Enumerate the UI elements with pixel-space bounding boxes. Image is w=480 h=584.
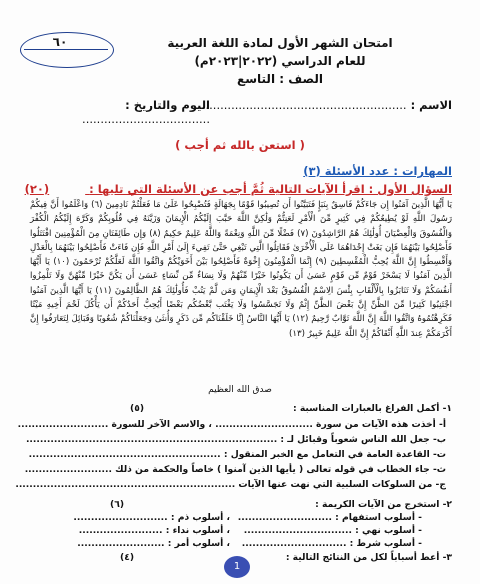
fill-item-a: أ- أخذت هذه الآيات من سورة ............................ ، والاسم الآخر للسورة .......................... — [17, 419, 446, 430]
extract-dispraise: ، أسلوب ذم : ........................... — [73, 512, 230, 523]
fill-item-b: ب- جعل الله الناس شعوباً وقبائل لـ : ........................................................................ — [25, 434, 446, 445]
exam-title: امتحان الشهر الأول لمادة اللغة العربية — [167, 36, 393, 50]
closing-phrase: صدق الله العظيم — [208, 385, 272, 395]
extract-question: - أسلوب استفهام : ........................... — [237, 512, 422, 523]
fill-item-d: ث- جاء الخطاب في قوله تعالى ( يأيها الذين آمنوا ) خاصاً والحكمة من ذلك ......................... — [24, 464, 446, 475]
name-label: الاسم : — [410, 98, 452, 112]
question-one-marks: (٢٠) — [24, 182, 50, 196]
instruction: ( استعن بالله ثم أجب ) — [175, 138, 305, 152]
name-dots: .......................................................... — [194, 98, 407, 112]
skills-heading: المهارات : عدد الأسئلة (٣) — [303, 164, 452, 178]
extract-condition: - أسلوب شرط : .............................. — [241, 538, 422, 549]
grade-level: الصف : التاسع — [237, 72, 323, 86]
question-one-heading — [25, 182, 452, 196]
fill-item-e: ج- من السلوكات السلبية التي نهت عنها الآيات ............................................................... — [15, 479, 446, 490]
date-dots: ................................... — [82, 112, 210, 126]
reasons-question-marks: (٤) — [120, 552, 135, 563]
name-field — [195, 98, 452, 112]
date-field — [0, 98, 210, 126]
extract-prohibition: - أسلوب نهي : ............................... — [243, 525, 422, 536]
extract-vocative: ، أسلوب نداء : ........................ — [78, 525, 230, 536]
page-number[interactable]: 1 — [224, 556, 250, 578]
fill-question-label: ١- أكمل الفراغ بالعبارات المناسبة : — [292, 403, 452, 414]
date-label: اليوم والتاريخ : — [125, 98, 210, 112]
question-one-label: السؤال الأول : اقرأ الآيات التالية ثُمَّ أجب عن الأسئلة التي تليها : — [89, 182, 452, 196]
grade-score: ٦٠ — [52, 35, 68, 49]
fill-item-c: ت- القاعدة العامة في التعامل مع الخبر المنقول : ....................................................... — [28, 449, 446, 460]
fill-question-marks: (٥) — [130, 403, 145, 414]
extract-question-label: ٢- استخرج من الآيات الكريمة : — [315, 499, 452, 510]
academic-year: للعام الدراسي (٢٠٢٢|٢٠٢٣م) — [194, 54, 366, 68]
quran-passage: يَا أَيُّهَا الَّذِينَ آمَنُوا إِن جَاءَكُمْ فَاسِقٌ بِنَبَإٍ فَتَبَيَّنُوا أَن تُصِيبُوا قَوْمًا بِجَهَالَةٍ فَتُصْبِحُوا عَلَىٰ مَا فَعَلْتُمْ نَادِمِينَ (٦) وَاعْلَمُوا أَنَّ فِيكُمْ رَسُولَ اللَّهِ لَوْ يُطِيعُكُمْ فِي كَثِيرٍ مِّنَ الْأَمْرِ لَعَنِتُّمْ وَلَٰكِنَّ اللَّهَ حَبَّبَ إِلَيْكُمُ الْإِيمَانَ وَزَيَّنَهُ فِي قُلُوبِكُمْ وَكَرَّهَ إِلَيْكُمُ الْكُفْرَ وَالْفُسُوقَ وَالْعِصْيَانَ أُولَٰئِكَ هُمُ الرَّاشِدُونَ (٧) فَضْلًا مِّنَ اللَّهِ وَنِعْمَةً وَاللَّهُ عَلِيمٌ حَكِيمٌ (٨) وَإِن طَائِفَتَانِ مِنَ الْمُؤْمِنِينَ اقْتَتَلُوا فَأَصْلِحُوا بَيْنَهُمَا فَإِن بَغَتْ إِحْدَاهُمَا عَلَى الْأُخْرَىٰ فَقَاتِلُوا الَّتِي تَبْغِي حَتَّىٰ تَفِيءَ إِلَىٰ أَمْرِ اللَّهِ فَإِن فَاءَتْ فَأَصْلِحُوا بَيْنَهُمَا بِالْعَدْلِ وَأَقْسِطُوا إِنَّ اللَّهَ يُحِبُّ الْمُقْسِطِينَ (٩) إِنَّمَا الْمُؤْمِنُونَ إِخْوَةٌ فَأَصْلِحُوا بَيْنَ أَخَوَيْكُمْ وَاتَّقُوا اللَّهَ لَعَلَّكُمْ تُرْحَمُونَ (١٠) يَا أَيُّهَا الَّذِينَ آمَنُوا لَا يَسْخَرْ قَوْمٌ مِّن قَوْمٍ عَسَىٰ أَن يَكُونُوا خَيْرًا مِّنْهُمْ وَلَا نِسَاءٌ مِّن نِّسَاءٍ عَسَىٰ أَن يَكُنَّ خَيْرًا مِّنْهُنَّ وَلَا تَلْمِزُوا أَنفُسَكُمْ وَلَا تَنَابَزُوا بِالْأَلْقَابِ بِئْسَ الِاسْمُ الْفُسُوقُ بَعْدَ الْإِيمَانِ وَمَن لَّمْ يَتُبْ فَأُولَٰئِكَ هُمُ الظَّالِمُونَ (١١) يَا أَيُّهَا الَّذِينَ آمَنُوا اجْتَنِبُوا كَثِيرًا مِّنَ الظَّنِّ إِنَّ بَعْضَ الظَّنِّ إِثْمٌ وَلَا تَجَسَّسُوا وَلَا يَغْتَب بَّعْضُكُم بَعْضًا أَيُحِبُّ أَحَدُكُمْ أَن يَأْكُلَ لَحْمَ أَخِيهِ مَيْتًا فَكَرِهْتُمُوهُ وَاتَّقُوا اللَّهَ إِنَّ اللَّهَ تَوَّابٌ رَّحِيمٌ (١٢) يَا أَيُّهَا النَّاسُ إِنَّا خَلَقْنَاكُم مِّن ذَكَرٍ وَأُنثَىٰ وَجَعَلْنَاكُمْ شُعُوبًا وَقَبَائِلَ لِتَعَارَفُوا إِنَّ أَكْرَمَكُمْ عِندَ اللَّهِ أَتْقَاكُمْ إِنَّ اللَّهَ عَلِيمٌ خَبِيرٌ (١٣) — [30, 200, 452, 339]
reasons-question-label: ٣- أعط أسباباً لكل من النتائج التالية : — [285, 552, 452, 563]
extract-command: ، أسلوب أمر : ......................... — [77, 538, 230, 549]
extract-question-marks: (٦) — [110, 499, 125, 510]
